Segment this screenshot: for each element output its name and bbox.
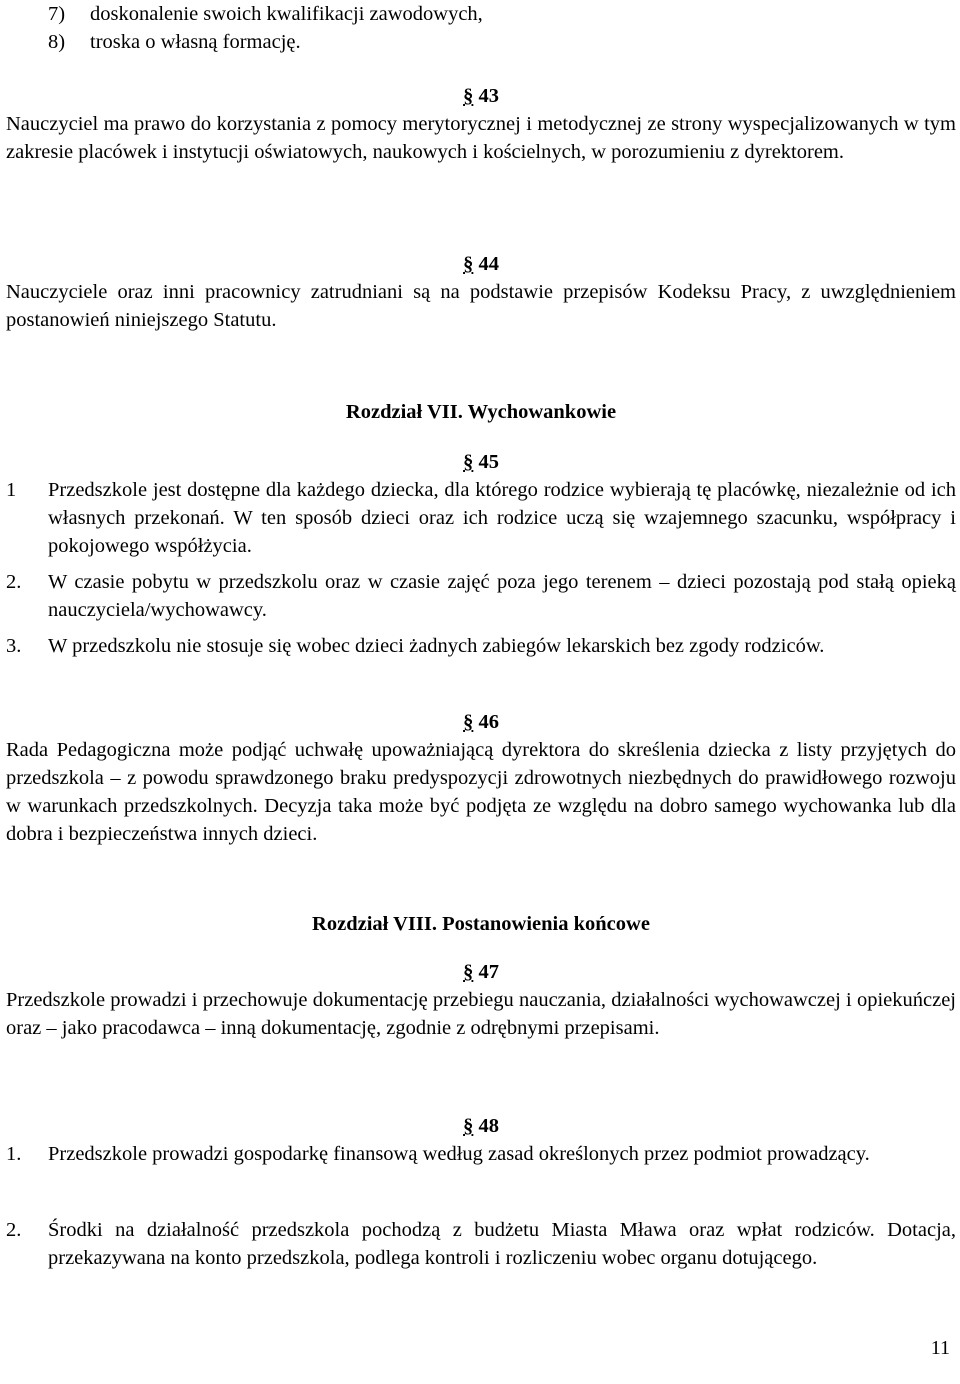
list-item-number: 1 <box>6 479 17 501</box>
section-text-46: Rada Pedagogiczna może podjąć uchwałę upoważniającą dyrektora do skreślenia dziecka z listy przyjętych do przedszkola – z powodu sprawdzonego braku predyspozycji zdrowotnych niezbędnych do prawidłowego rozwoju w warunkach przedszkolnych. Decyzja taka może być podjęta ze względu na dobro samego wychowanka lub dla dobra i bezpieczeństwa innych dzieci. <box>6 739 956 845</box>
section-symbol: § <box>463 85 474 107</box>
list-item-number: 2. <box>6 571 22 593</box>
list-item-text: Środki na działalność przedszkola pochodzą z budżetu Miasta Mława oraz wpłat rodziców. Dotacja, przekazywana na konto przedszkola, podlega kontroli i rozliczeniu wobec organu dotującego. <box>48 1219 956 1269</box>
section-text-43: Nauczyciel ma prawo do korzystania z pomocy merytorycznej i metodycznej ze strony wyspecjalizowanych w tym zakresie placówek i instytucji oświatowych, naukowych i kościelnych, w porozumieniu z dyrektorem. <box>6 113 956 163</box>
section-text-47: Przedszkole prowadzi i przechowuje dokumentację przebiegu nauczania, działalności wychowawczej i opiekuńczej oraz – jako pracodawca – inną dokumentację, zgodnie z odrębnymi przepisami. <box>6 989 956 1039</box>
list-item <box>6 476 956 560</box>
list-item-number: 3. <box>6 635 22 657</box>
list-item <box>6 568 956 624</box>
section-text-44: Nauczyciele oraz inni pracownicy zatrudniani są na podstawie przepisów Kodeksu Pracy, z uwzględnieniem postanowień niniejszego Statutu. <box>6 281 956 331</box>
section-symbol: § <box>463 253 474 275</box>
list-item-text: Przedszkole prowadzi gospodarkę finansową według zasad określonych przez podmiot prowadzący. <box>48 1143 870 1165</box>
section-symbol: § <box>463 961 474 983</box>
list-item-text: doskonalenie swoich kwalifikacji zawodowych, <box>90 3 483 25</box>
list-item-text: Przedszkole jest dostępne dla każdego dziecka, dla którego rodzice wybierają tę placówkę, niezależnie od ich własnych przekonań. W ten sposób dzieci oraz ich rodzice uczą się wzajemnego szacunku, współpracy i pokojowego współżycia. <box>48 479 956 557</box>
page-number: 11 <box>930 1337 950 1359</box>
list-item-number: 7) <box>48 3 66 25</box>
list-item-text: troska o własną formację. <box>90 31 301 53</box>
section-heading-43: § 43 <box>463 85 499 107</box>
list-item-text: W przedszkolu nie stosuje się wobec dzieci żadnych zabiegów lekarskich bez zgody rodziców. <box>48 635 825 657</box>
section-heading-45: § 45 <box>463 451 499 473</box>
section-heading-46: § 46 <box>463 711 499 733</box>
section-symbol: § <box>463 451 474 473</box>
list-item <box>6 1140 956 1196</box>
section-heading-48: § 48 <box>463 1115 499 1137</box>
section-symbol: § <box>463 1115 474 1137</box>
chapter-title-7: Rozdział VII. Wychowankowie <box>345 401 617 423</box>
list-item-number: 2. <box>6 1219 22 1241</box>
section-symbol: § <box>463 711 474 733</box>
list-item-text: W czasie pobytu w przedszkolu oraz w czasie zajęć poza jego terenem – dzieci pozostają pod stałą opieką nauczyciela/wychowawcy. <box>48 571 956 621</box>
section-heading-47: § 47 <box>463 961 499 983</box>
list-item <box>6 632 956 688</box>
chapter-title-8: Rozdział VIII. Postanowienia końcowe <box>312 913 650 935</box>
list-item-number: 1. <box>6 1143 22 1165</box>
section-heading-44: § 44 <box>463 253 499 275</box>
list-item-number: 8) <box>48 31 66 53</box>
list-item <box>6 1216 956 1300</box>
document-page <box>6 0 956 1384</box>
